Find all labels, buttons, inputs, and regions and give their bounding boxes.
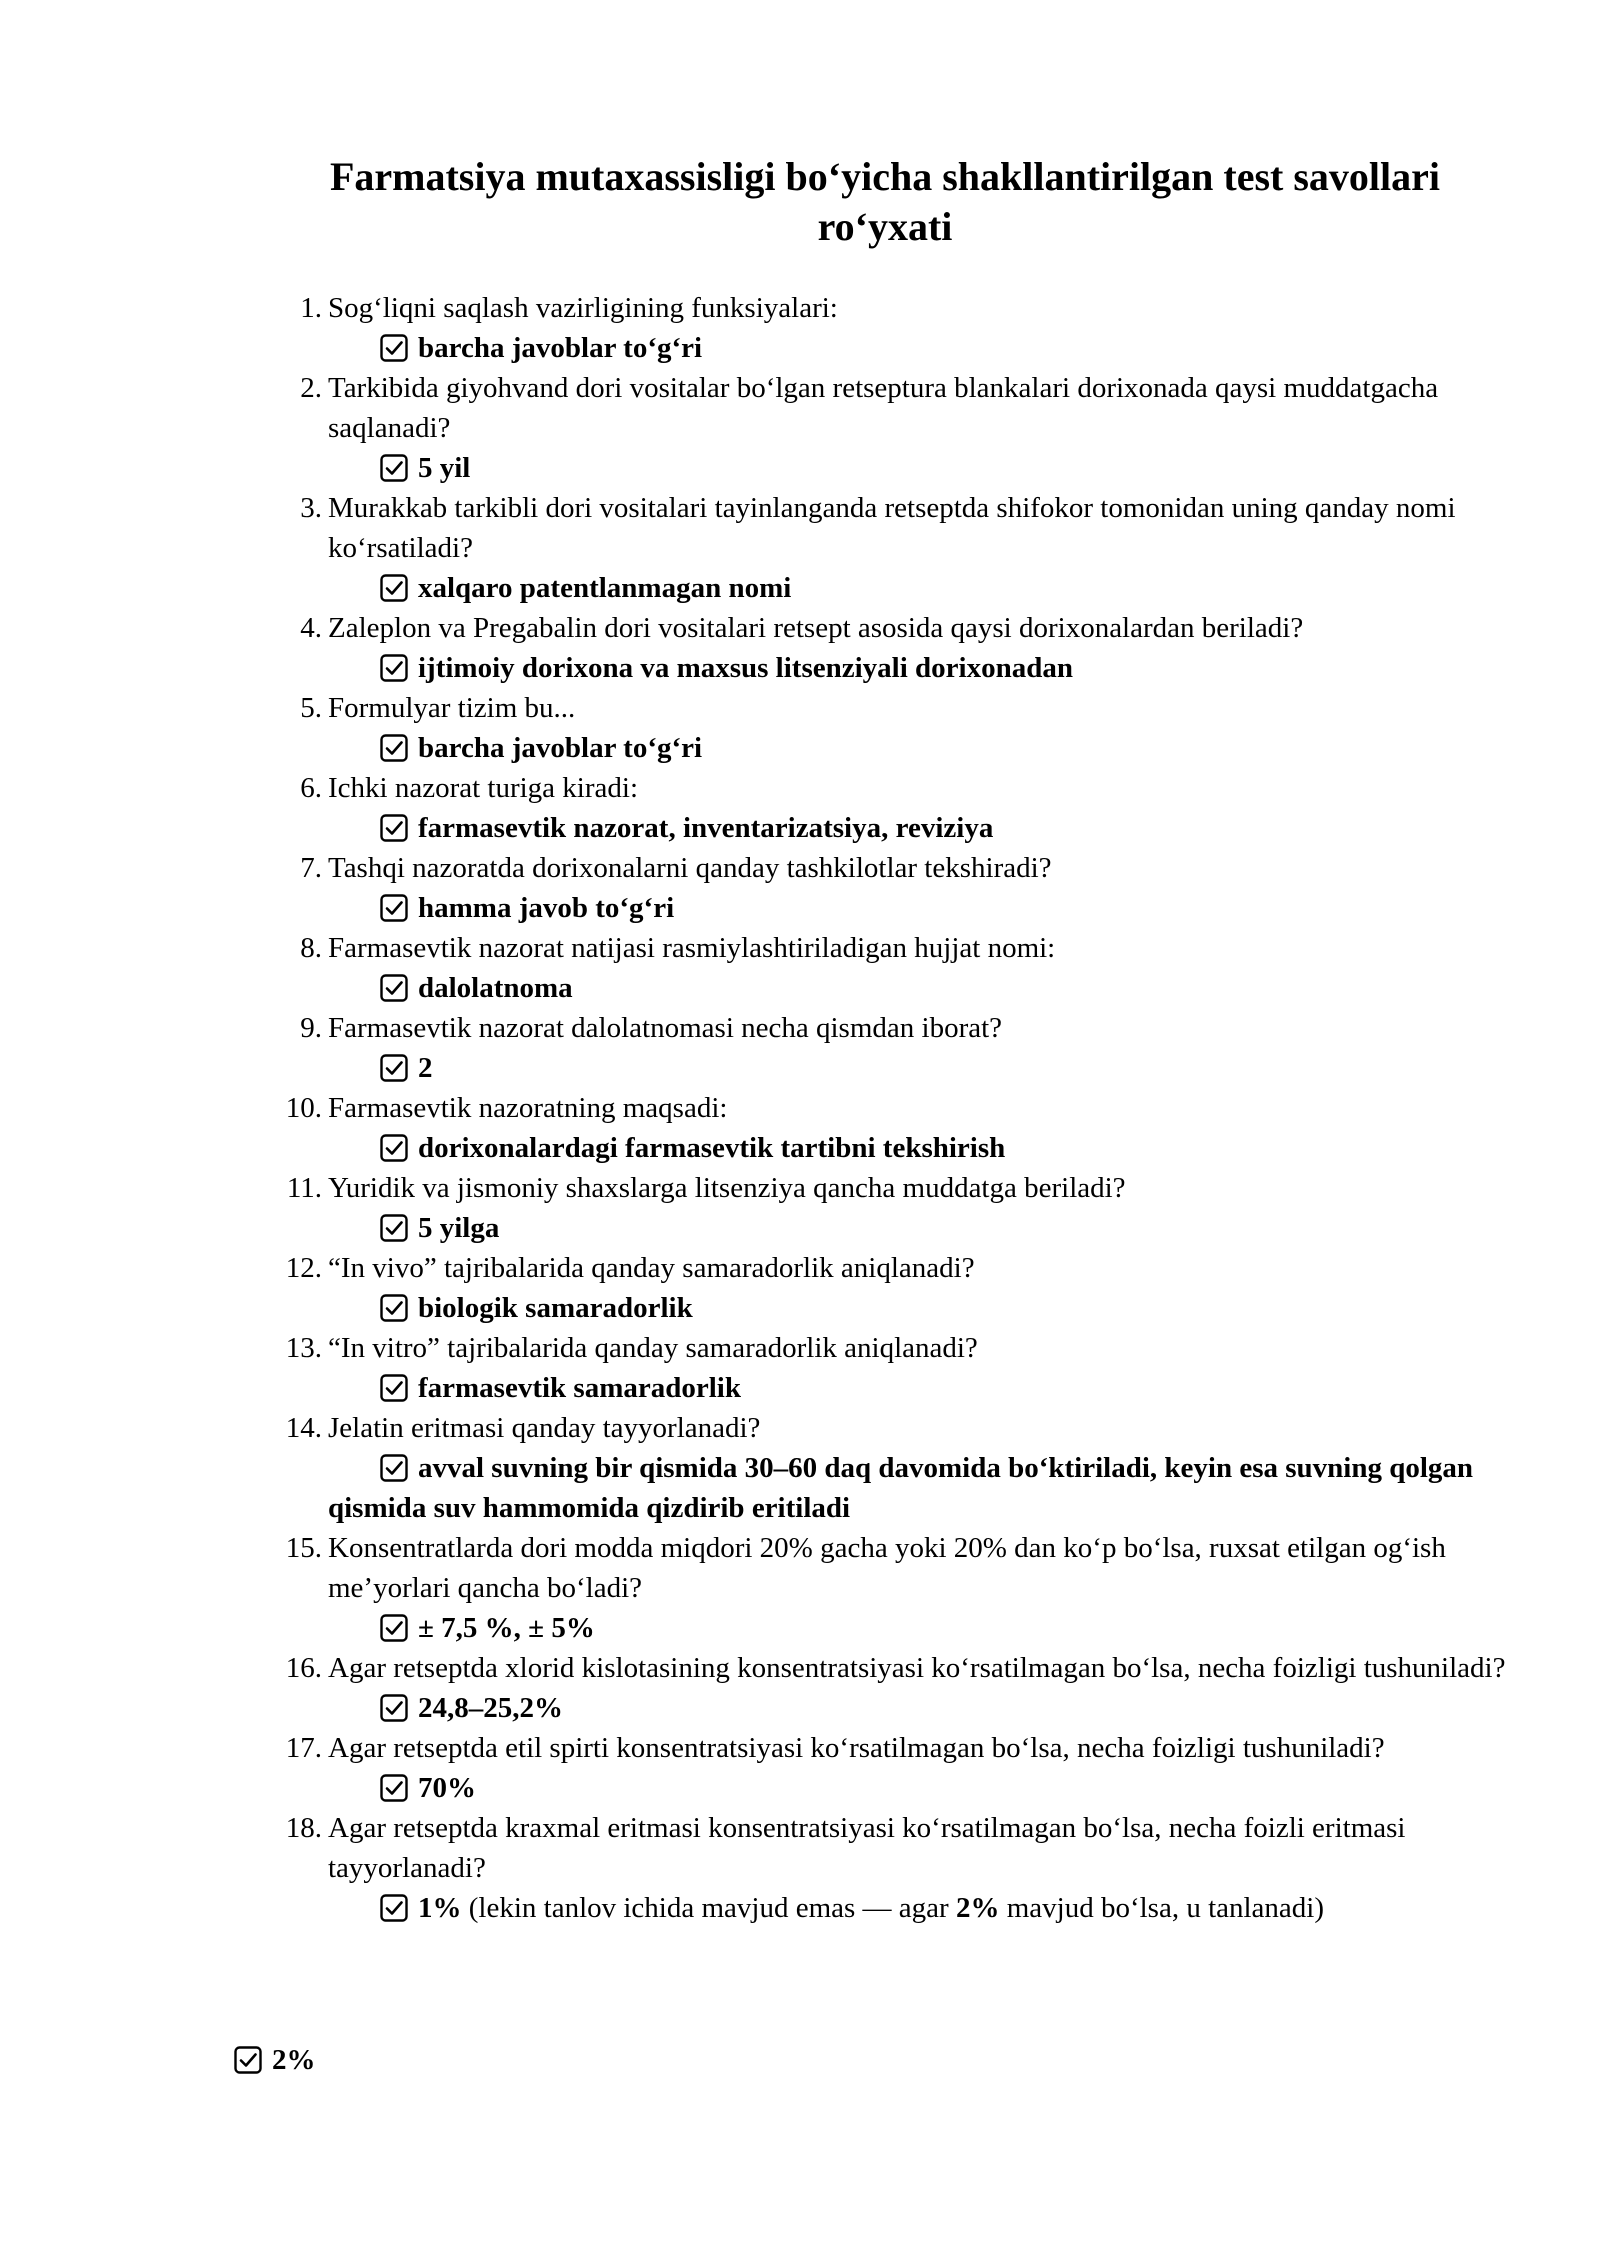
question-item <box>270 1008 1510 1088</box>
question-number: 7. <box>300 852 322 884</box>
checkbox-checked-icon <box>380 1374 408 1402</box>
question-item <box>270 1168 1510 1248</box>
question-item <box>270 368 1510 488</box>
answer <box>270 728 1510 768</box>
question-list <box>270 288 1510 1928</box>
answer <box>270 1888 1510 1928</box>
loose-answer-text: 2% <box>272 2044 316 2076</box>
question-number: 16. <box>285 1652 322 1684</box>
question-item <box>270 1648 1510 1728</box>
answer-text: 5 yil <box>418 452 471 484</box>
checkbox-checked-icon <box>380 1894 408 1922</box>
question-number: 6. <box>300 772 322 804</box>
question-item <box>270 1088 1510 1168</box>
question-number: 1. <box>300 292 322 324</box>
question-item <box>270 1328 1510 1408</box>
question-text: Formulyar tizim bu... <box>328 692 576 724</box>
answer <box>270 448 1510 488</box>
answer <box>270 1688 1510 1728</box>
question-number: 9. <box>300 1012 322 1044</box>
question-text: Tarkibida giyohvand dori vositalar bo‘lgan retseptura blankalari dorixonada qaysi muddatgacha saqlanadi? <box>328 372 1439 444</box>
page-title: Farmatsiya mutaxassisligi bo‘yicha shakllantirilgan test savollari ro‘yxati <box>329 154 1441 249</box>
answer <box>270 1048 1510 1088</box>
question-item <box>270 848 1510 928</box>
question-number: 15. <box>285 1532 322 1564</box>
question-number: 12. <box>285 1252 322 1284</box>
answer <box>270 568 1510 608</box>
question-text: Sog‘liqni saqlash vazirligining funksiyalari: <box>328 292 838 324</box>
checkbox-checked-icon <box>380 574 408 602</box>
answer <box>270 1608 1510 1648</box>
question-text: Farmasevtik nazoratning maqsadi: <box>328 1092 728 1124</box>
checkbox-checked-icon <box>380 894 408 922</box>
question-item <box>270 1808 1510 1928</box>
question-item <box>270 1728 1510 1808</box>
answer-text: ijtimoiy dorixona va maxsus litsenziyali dorixonadan <box>418 652 1073 684</box>
answer <box>270 1288 1510 1328</box>
question-number: 18. <box>285 1812 322 1844</box>
checkbox-checked-icon <box>380 1614 408 1642</box>
answer <box>270 1208 1510 1248</box>
question-text: “In vitro” tajribalarida qanday samaradorlik aniqlanadi? <box>328 1332 978 1364</box>
question-item <box>270 688 1510 768</box>
question-text: Yuridik va jismoniy shaxslarga litsenziya qancha muddatga beriladi? <box>328 1172 1126 1204</box>
answer-text: 1% <box>418 1892 462 1924</box>
answer <box>270 1768 1510 1808</box>
checkbox-checked-icon <box>380 454 408 482</box>
answer-note: (lekin tanlov ichida mavjud emas — agar <box>468 1892 949 1924</box>
checkbox-checked-icon <box>234 2046 262 2074</box>
question-item <box>270 488 1510 608</box>
question-text: Agar retseptda kraxmal eritmasi konsentratsiyasi ko‘rsatilmagan bo‘lsa, necha foizli eritmasi tayyorlanadi? <box>328 1812 1406 1884</box>
checkbox-checked-icon <box>380 1054 408 1082</box>
question-text: Tashqi nazoratda dorixonalarni qanday tashkilotlar tekshiradi? <box>328 852 1052 884</box>
answer-text: hamma javob to‘g‘ri <box>418 892 675 924</box>
answer-text: 5 yilga <box>418 1212 500 1244</box>
question-text: “In vivo” tajribalarida qanday samaradorlik aniqlanadi? <box>328 1252 975 1284</box>
question-item <box>270 1528 1510 1648</box>
question-number: 10. <box>285 1092 322 1124</box>
question-text: Ichki nazorat turiga kiradi: <box>328 772 639 804</box>
answer <box>270 648 1510 688</box>
answer-text: biologik samaradorlik <box>418 1292 693 1324</box>
question-item <box>270 768 1510 848</box>
question-text: Agar retseptda etil spirti konsentratsiyasi ko‘rsatilmagan bo‘lsa, necha foizligi tushuniladi? <box>328 1732 1385 1764</box>
checkbox-checked-icon <box>380 1294 408 1322</box>
checkbox-checked-icon <box>380 654 408 682</box>
checkbox-checked-icon <box>380 1134 408 1162</box>
question-number: 11. <box>286 1172 322 1204</box>
checkbox-checked-icon <box>380 1694 408 1722</box>
question-text: Murakkab tarkibli dori vositalari tayinlanganda retseptda shifokor tomonidan uning qanday nomi ko‘rsatiladi? <box>328 492 1456 564</box>
answer <box>270 808 1510 848</box>
checkbox-checked-icon <box>380 1214 408 1242</box>
loose-answer <box>234 2040 316 2080</box>
checkbox-checked-icon <box>380 334 408 362</box>
question-text: Konsentratlarda dori modda miqdori 20% gacha yoki 20% dan ko‘p bo‘lsa, ruxsat etilgan og‘ish me’yorlari qancha bo‘ladi? <box>328 1532 1446 1604</box>
answer-text: dalolatnoma <box>418 972 573 1004</box>
question-number: 5. <box>300 692 322 724</box>
answer-text: barcha javoblar to‘g‘ri <box>418 332 703 364</box>
checkbox-checked-icon <box>380 1454 408 1482</box>
question-item <box>270 1248 1510 1328</box>
question-text: Farmasevtik nazorat dalolatnomasi necha qismdan iborat? <box>328 1012 1003 1044</box>
question-item <box>270 608 1510 688</box>
question-text: Zaleplon va Pregabalin dori vositalari retsept asosida qaysi dorixonalardan beriladi? <box>328 612 1304 644</box>
answer-text: farmasevtik nazorat, inventarizatsiya, reviziya <box>418 812 994 844</box>
answer-text: xalqaro patentlanmagan nomi <box>418 572 792 604</box>
answer-text: barcha javoblar to‘g‘ri <box>418 732 703 764</box>
question-text: Jelatin eritmasi qanday tayyorlanadi? <box>328 1412 761 1444</box>
answer <box>270 1128 1510 1168</box>
question-text: Agar retseptda xlorid kislotasining konsentratsiyasi ko‘rsatilmagan bo‘lsa, necha foizligi tushuniladi? <box>328 1652 1506 1684</box>
answer-text: farmasevtik samaradorlik <box>418 1372 741 1404</box>
answer <box>270 1448 1510 1528</box>
answer-text: avval suvning bir qismida 30–60 daq davomida bo‘ktiriladi, keyin esa suvning qolgan qismida suv hammomida qizdirib eritiladi <box>328 1452 1474 1524</box>
checkbox-checked-icon <box>380 1774 408 1802</box>
question-number: 3. <box>300 492 322 524</box>
question-number: 4. <box>300 612 322 644</box>
question-item <box>270 288 1510 368</box>
question-text: Farmasevtik nazorat natijasi rasmiylashtiriladigan hujjat nomi: <box>328 932 1056 964</box>
answer <box>270 888 1510 928</box>
answer-text: 2 <box>418 1052 433 1084</box>
answer <box>270 1368 1510 1408</box>
question-number: 14. <box>285 1412 322 1444</box>
answer-note-bold: 2% <box>955 1892 1000 1924</box>
answer-text: 24,8–25,2% <box>418 1692 563 1724</box>
question-number: 2. <box>300 372 322 404</box>
question-item <box>270 1408 1510 1528</box>
checkbox-checked-icon <box>380 974 408 1002</box>
answer-text: ± 7,5 %, ± 5% <box>418 1612 595 1644</box>
question-number: 17. <box>285 1732 322 1764</box>
question-item <box>270 928 1510 1008</box>
checkbox-checked-icon <box>380 734 408 762</box>
question-number: 13. <box>285 1332 322 1364</box>
answer-text: 70% <box>418 1772 476 1804</box>
answer-note-end: mavjud bo‘lsa, u tanlanadi) <box>1006 1892 1325 1924</box>
answer <box>270 968 1510 1008</box>
answer-text: dorixonalardagi farmasevtik tartibni tekshirish <box>418 1132 1006 1164</box>
checkbox-checked-icon <box>380 814 408 842</box>
answer <box>270 328 1510 368</box>
question-number: 8. <box>300 932 322 964</box>
